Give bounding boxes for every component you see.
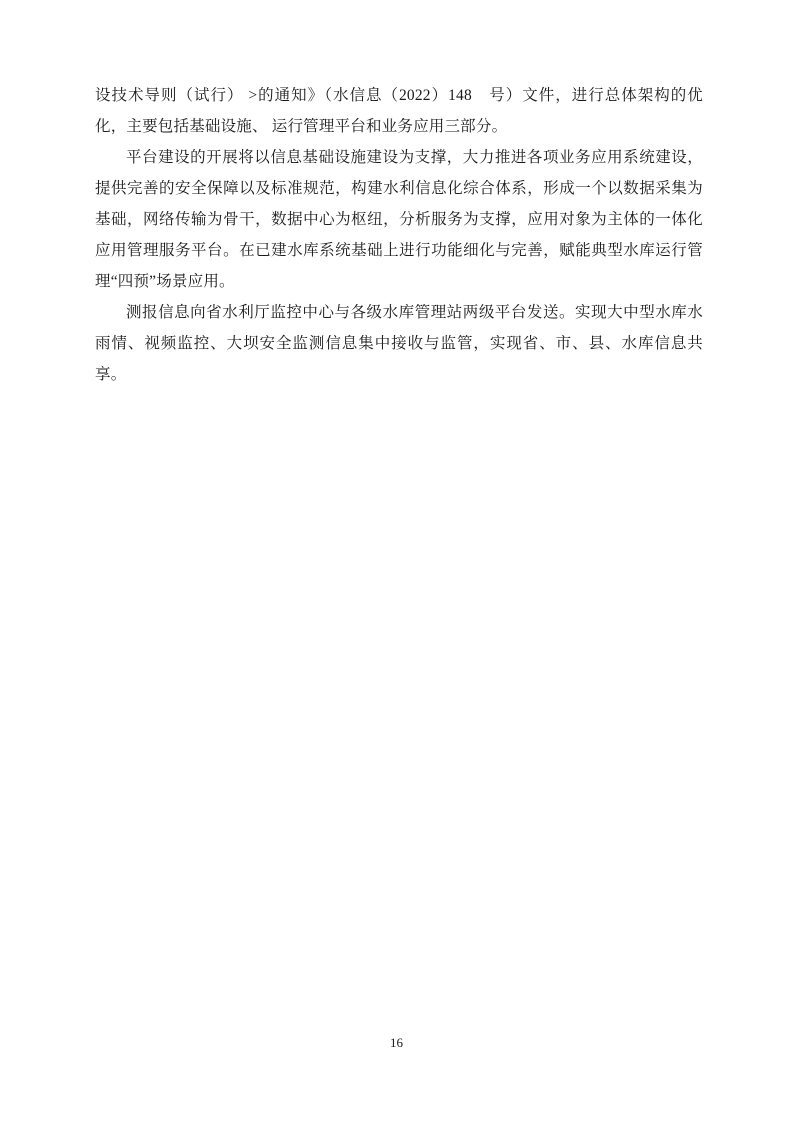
page-number: 16 bbox=[390, 1035, 403, 1050]
paragraph-3: 测报信息向省水利厅监控中心与各级水库管理站两级平台发送。实现大中型水库水雨情、视频监控、大坝安全监测信息集中接收与监管，实现省、市、县、水库信息共享。 bbox=[95, 304, 703, 383]
paragraph-1: 设技术导则（试行） >的通知》（水信息（2022）148 号）文件，进行总体架构的优化，主要包括基础设施、 运行管理平台和业务应用三部分。 bbox=[95, 87, 703, 135]
paragraph-2: 平台建设的开展将以信息基础设施建设为支撑，大力推进各项业务应用系统建设，提供完善的安全保障以及标准规范，构建水利信息化综合体系，形成一个以数据采集为基础，网络传输为骨干，数据中心为枢纽，分析服务为支撑，应用对象为主体的一体化应用管理服务平台。在已建水库系统基础上进行功能细化与完善，赋能典型水库运行管理“四预”场景应用。 bbox=[95, 149, 703, 290]
page-body bbox=[95, 80, 703, 390]
